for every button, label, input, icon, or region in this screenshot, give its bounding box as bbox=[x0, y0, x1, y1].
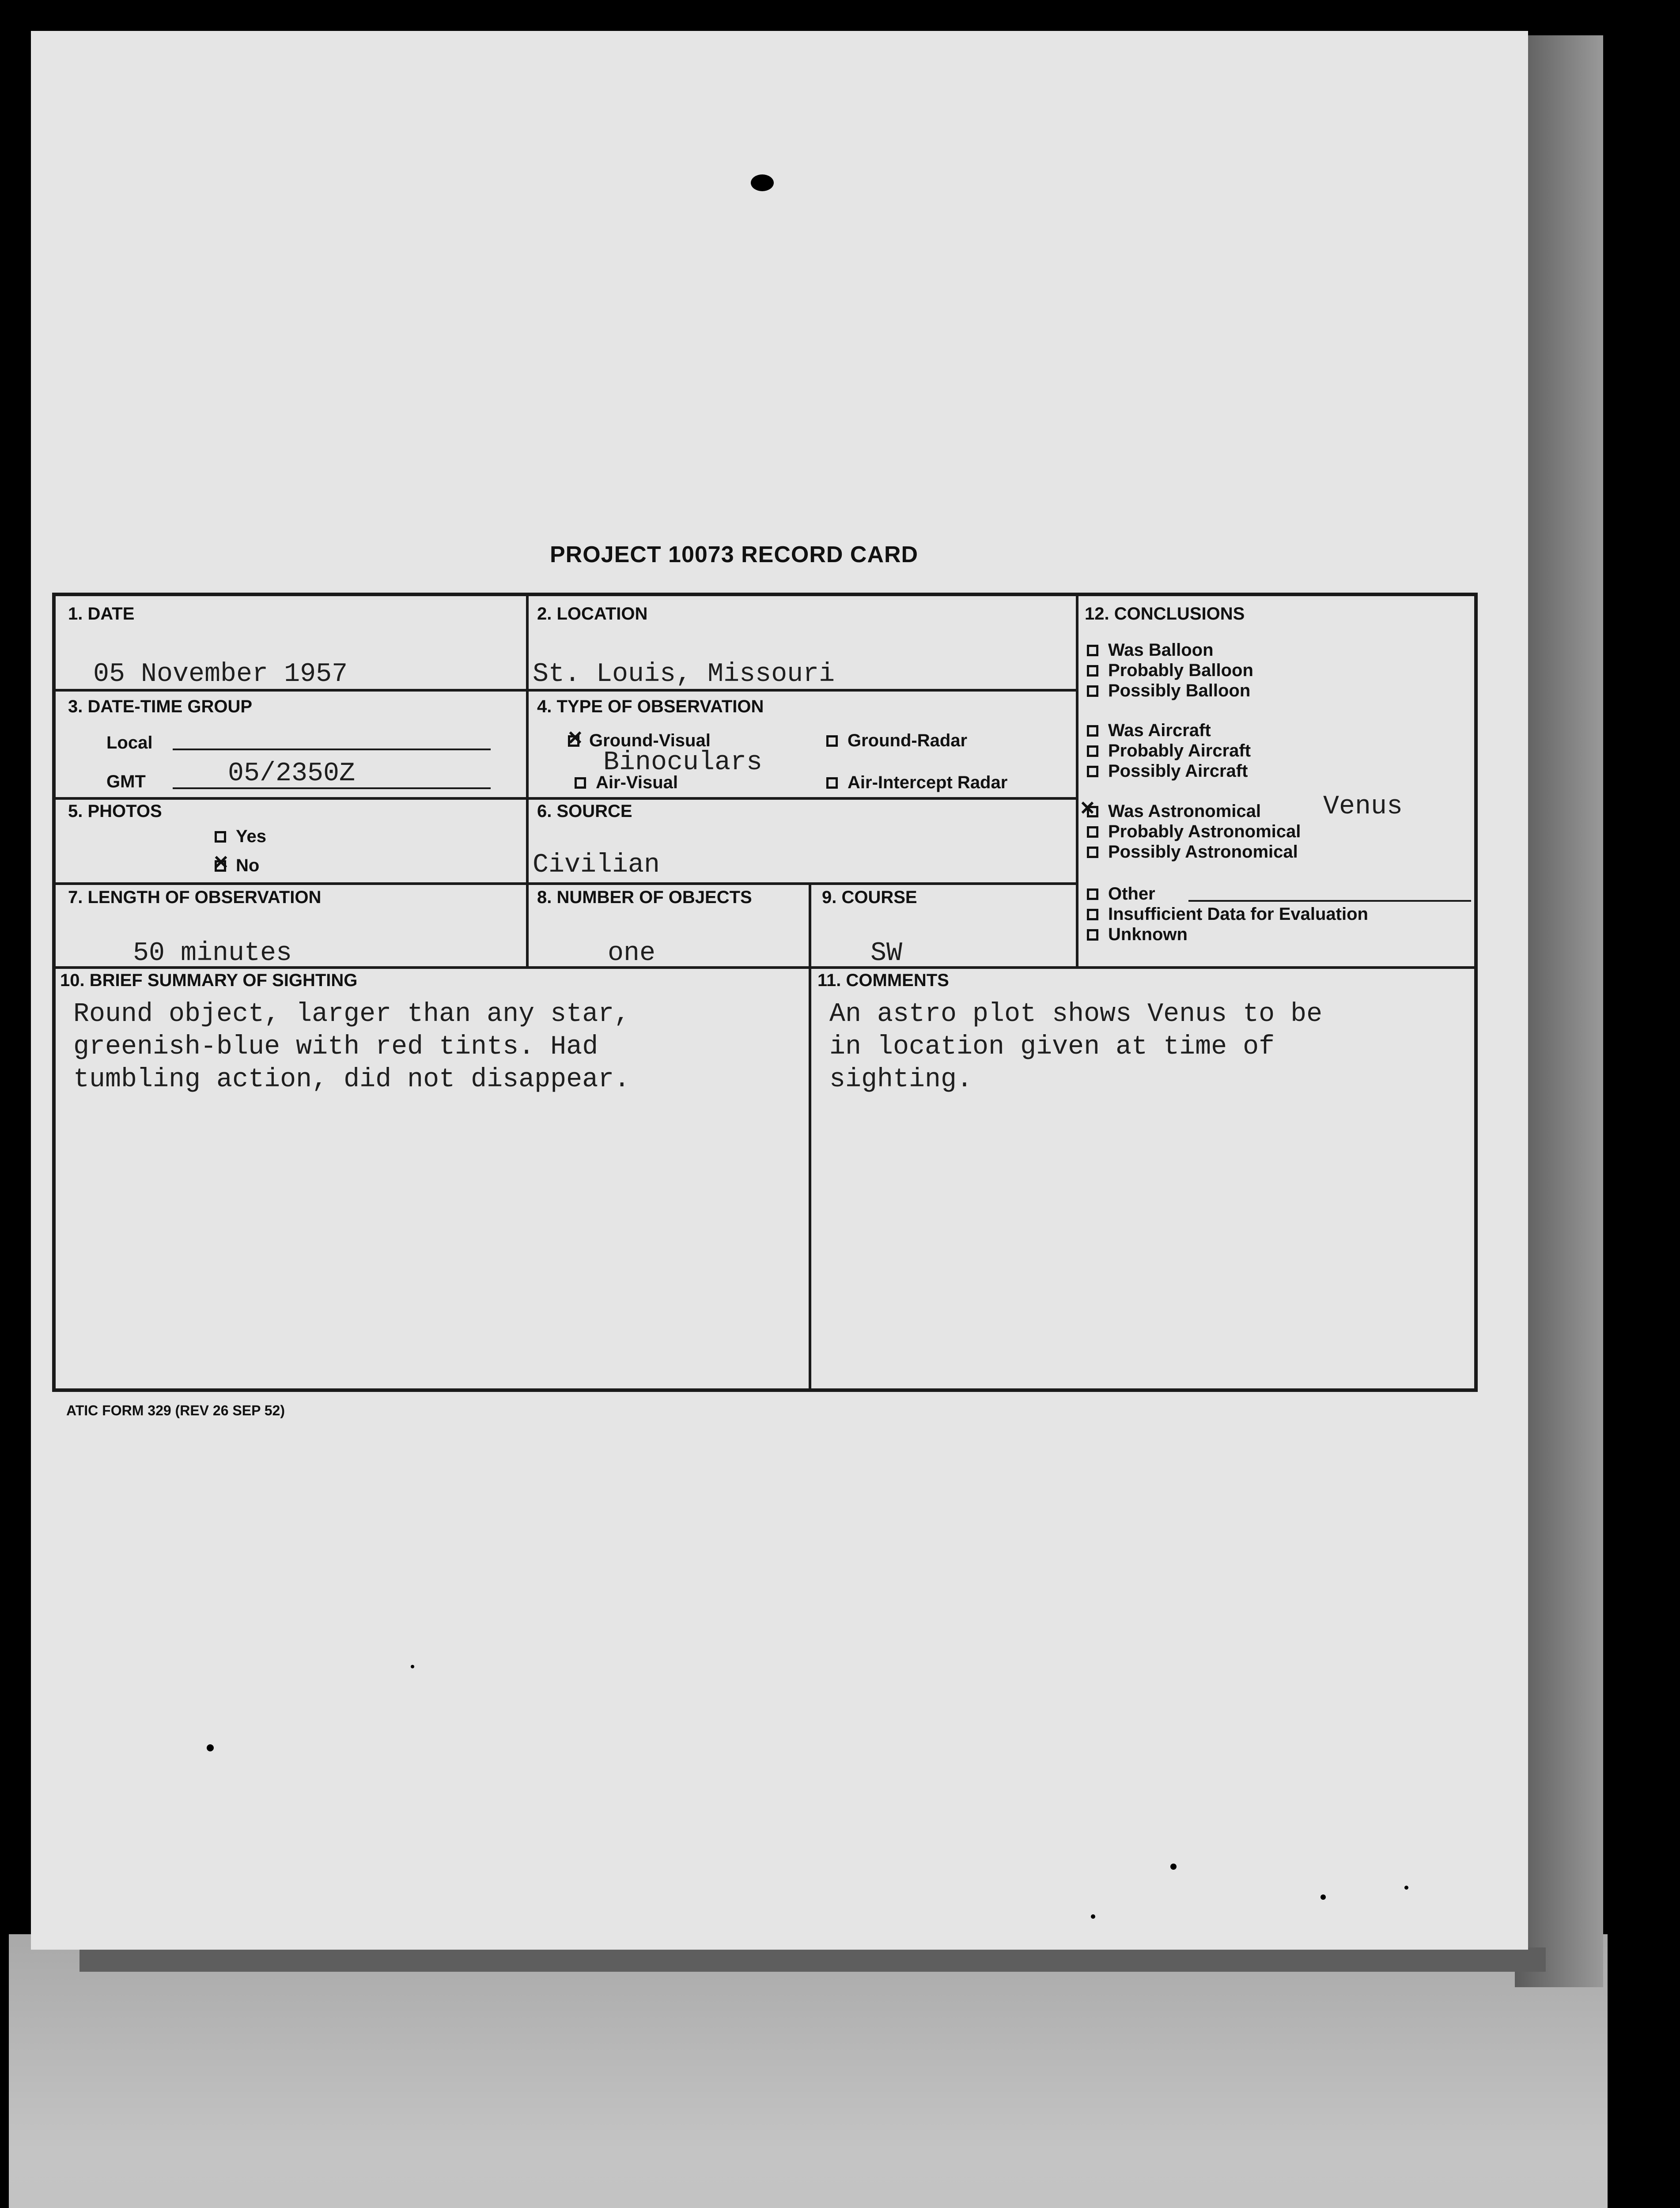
number-of-objects-value: one bbox=[608, 938, 656, 968]
conclusion-insufficient-data[interactable] bbox=[1087, 904, 1368, 924]
length-label: 7. LENGTH OF OBSERVATION bbox=[68, 888, 322, 907]
comments-label: 11. COMMENTS bbox=[817, 971, 949, 990]
source-value: Civilian bbox=[533, 850, 660, 880]
checkbox[interactable] bbox=[1087, 645, 1098, 656]
location-value: St. Louis, Missouri bbox=[533, 659, 835, 689]
scan-speck bbox=[411, 1665, 414, 1668]
dtg-gmt-value: 05/2350Z bbox=[228, 759, 356, 789]
divider bbox=[56, 882, 1076, 885]
conclusion-other[interactable] bbox=[1087, 884, 1155, 904]
option-label: Was Balloon bbox=[1108, 640, 1214, 660]
scan-speck bbox=[1404, 1886, 1408, 1890]
checkbox[interactable] bbox=[1087, 909, 1098, 920]
option-label: Was Aircraft bbox=[1108, 721, 1211, 740]
observation-note: Binoculars bbox=[603, 748, 763, 778]
number-of-objects-label: 8. NUMBER OF OBJECTS bbox=[537, 888, 752, 907]
astronomical-note: Venus bbox=[1323, 792, 1403, 822]
option-label: Air-Visual bbox=[596, 773, 678, 792]
checkbox[interactable] bbox=[1087, 745, 1098, 757]
option-label: Air-Intercept Radar bbox=[848, 773, 1008, 792]
checkbox[interactable] bbox=[1087, 685, 1098, 697]
divider bbox=[809, 966, 811, 1390]
dtg-gmt-label: GMT bbox=[106, 772, 146, 791]
comments-line: in location given at time of bbox=[829, 1032, 1275, 1062]
record-card-form bbox=[52, 593, 1478, 1392]
option-label: Probably Aircraft bbox=[1108, 741, 1251, 760]
conclusion-possibly-balloon[interactable] bbox=[1087, 681, 1250, 701]
conclusions-label: 12. CONCLUSIONS bbox=[1085, 604, 1245, 624]
option-label: Ground-Visual bbox=[589, 731, 711, 750]
option-label: Yes bbox=[236, 827, 266, 846]
conclusion-probably-balloon[interactable] bbox=[1087, 661, 1253, 681]
option-label: Possibly Astronomical bbox=[1108, 842, 1298, 862]
option-label: Ground-Radar bbox=[848, 731, 968, 750]
dtg-label: 3. DATE-TIME GROUP bbox=[68, 697, 253, 716]
option-label: Was Astronomical bbox=[1108, 802, 1261, 821]
length-value: 50 minutes bbox=[133, 938, 292, 968]
dtg-local-label: Local bbox=[106, 733, 153, 752]
conclusion-was-astronomical[interactable] bbox=[1087, 802, 1261, 821]
summary-line: Round object, larger than any star, bbox=[73, 999, 630, 1029]
summary-line: greenish-blue with red tints. Had bbox=[73, 1032, 598, 1062]
page-bottom-shadow bbox=[79, 1947, 1546, 1972]
option-label: Possibly Aircraft bbox=[1108, 761, 1248, 781]
checkbox[interactable] bbox=[1087, 826, 1098, 838]
option-ground-radar[interactable] bbox=[826, 731, 967, 751]
location-label: 2. LOCATION bbox=[537, 604, 648, 624]
checkbox[interactable] bbox=[1087, 929, 1098, 941]
checkmark-icon: ✕ bbox=[567, 727, 583, 749]
checkmark-icon: ✕ bbox=[213, 852, 229, 873]
divider bbox=[1076, 596, 1078, 966]
option-label: Probably Astronomical bbox=[1108, 822, 1301, 841]
conclusion-possibly-astronomical[interactable] bbox=[1087, 842, 1298, 862]
divider bbox=[526, 596, 529, 966]
checkbox[interactable] bbox=[1087, 766, 1098, 777]
card-title: PROJECT 10073 RECORD CARD bbox=[550, 542, 919, 567]
option-label: Insufficient Data for Evaluation bbox=[1108, 904, 1368, 924]
date-label: 1. DATE bbox=[68, 604, 135, 624]
page-shadow bbox=[1515, 35, 1603, 1987]
comments-line: sighting. bbox=[829, 1065, 973, 1095]
source-label: 6. SOURCE bbox=[537, 802, 632, 821]
conclusion-unknown[interactable] bbox=[1087, 925, 1188, 945]
conclusion-possibly-aircraft[interactable] bbox=[1087, 761, 1248, 781]
scan-speck bbox=[751, 174, 774, 191]
option-label: Probably Balloon bbox=[1108, 661, 1253, 680]
course-label: 9. COURSE bbox=[822, 888, 917, 907]
other-fill-line bbox=[1188, 900, 1471, 902]
scan-speck bbox=[1170, 1864, 1177, 1870]
option-label: Other bbox=[1108, 884, 1155, 904]
checkbox[interactable] bbox=[1087, 847, 1098, 858]
option-air-intercept-radar[interactable] bbox=[826, 773, 1007, 793]
checkbox[interactable] bbox=[1087, 665, 1098, 677]
scan-background bbox=[9, 1934, 1608, 2208]
checkmark-icon: ✕ bbox=[1079, 798, 1096, 819]
scan-speck bbox=[207, 1744, 214, 1751]
summary-line: tumbling action, did not disappear. bbox=[73, 1065, 630, 1095]
conclusion-probably-aircraft[interactable] bbox=[1087, 741, 1251, 761]
option-label: No bbox=[236, 856, 260, 875]
conclusion-probably-astronomical[interactable] bbox=[1087, 822, 1301, 842]
option-label: Unknown bbox=[1108, 925, 1188, 944]
type-of-observation-label: 4. TYPE OF OBSERVATION bbox=[537, 697, 764, 716]
date-value: 05 November 1957 bbox=[93, 659, 348, 689]
checkbox[interactable] bbox=[826, 777, 838, 789]
scan-speck bbox=[1321, 1894, 1326, 1900]
course-value: SW bbox=[870, 938, 903, 968]
comments-line: An astro plot shows Venus to be bbox=[829, 999, 1323, 1029]
option-label: Possibly Balloon bbox=[1108, 681, 1251, 700]
divider bbox=[56, 797, 1076, 800]
checkbox[interactable] bbox=[826, 735, 838, 747]
summary-label: 10. BRIEF SUMMARY OF SIGHTING bbox=[60, 971, 358, 990]
form-footer: ATIC FORM 329 (REV 26 SEP 52) bbox=[66, 1403, 285, 1418]
dtg-local-line bbox=[173, 749, 491, 750]
conclusion-was-balloon[interactable] bbox=[1087, 640, 1214, 660]
option-photos-yes[interactable] bbox=[215, 827, 266, 847]
checkbox[interactable] bbox=[215, 831, 226, 843]
scan-speck bbox=[1091, 1914, 1095, 1919]
checkbox[interactable] bbox=[1087, 725, 1098, 737]
checkbox[interactable] bbox=[1087, 888, 1098, 900]
checkbox[interactable] bbox=[575, 777, 586, 789]
photos-label: 5. PHOTOS bbox=[68, 802, 162, 821]
conclusion-was-aircraft[interactable] bbox=[1087, 721, 1211, 741]
